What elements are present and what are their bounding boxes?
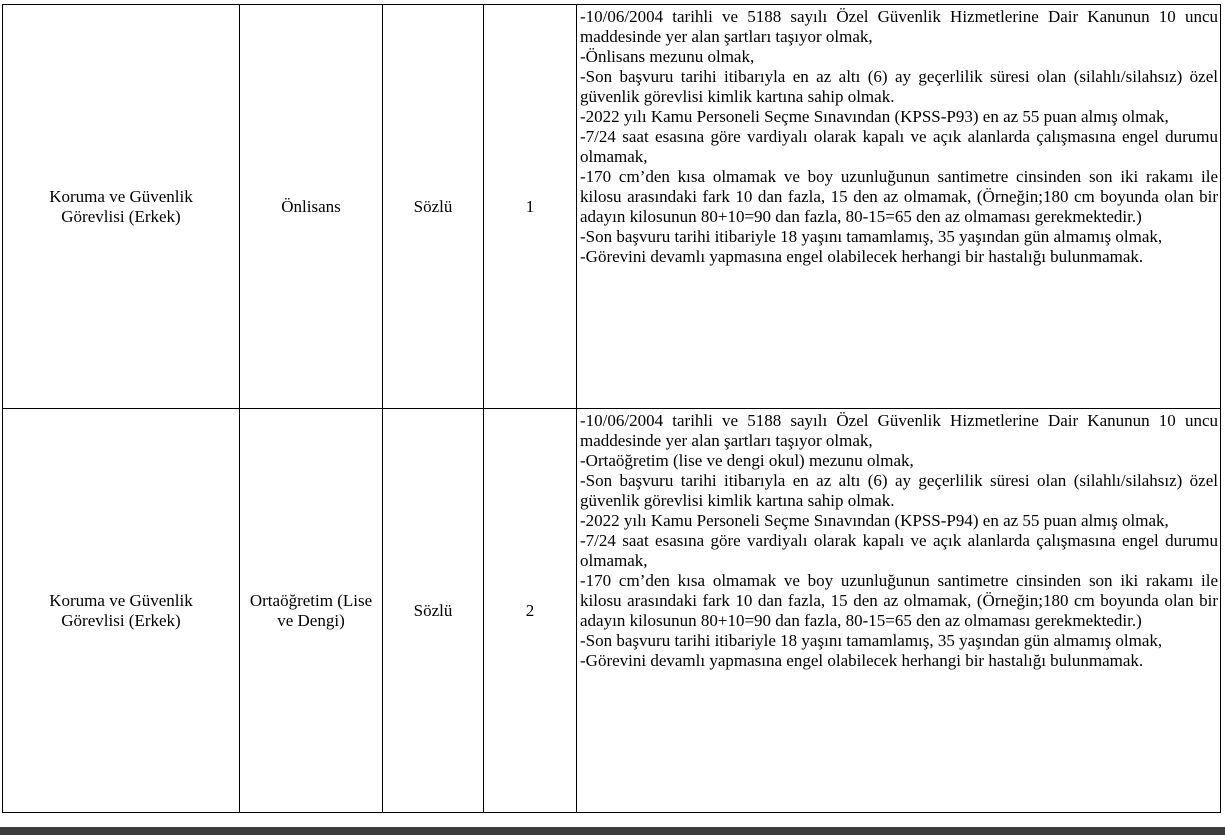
education-level: Ortaöğretim (Lise ve Dengi) <box>249 590 373 630</box>
bottom-bar <box>0 827 1225 835</box>
position-cell <box>3 409 240 813</box>
requirement-item: -Görevini devamlı yapmasına engel olabilecek herhangi bir hastalığı bulunmamak. <box>580 651 1144 670</box>
exam-type: Sözlü <box>413 196 453 216</box>
position-count-cell <box>484 5 577 409</box>
requirement-item: -7/24 saat esasına göre vardiyalı olarak kapalı ve açık alanlarda çalışmasına engel durumu olmamak, <box>580 127 1218 166</box>
requirements-cell <box>577 409 1221 813</box>
requirement-item: -Son başvuru tarihi itibarıyla en az altı (6) ay geçerlilik süresi olan (silahlı/silahsız) özel güvenlik görevlisi kimlik kartına sahip olmak. <box>580 471 1218 510</box>
table-row <box>3 409 1221 813</box>
exam-type-cell <box>383 409 484 813</box>
position-name: Koruma ve Güvenlik Görevlisi (Erkek) <box>49 590 193 630</box>
education-cell <box>240 409 383 813</box>
requirement-item: -Önlisans mezunu olmak, <box>580 47 755 66</box>
requirement-item: -2022 yılı Kamu Personeli Seçme Sınavından (KPSS-P94) en az 55 puan almış olmak, <box>580 511 1169 530</box>
position-count-cell <box>484 409 577 813</box>
position-name: Koruma ve Güvenlik Görevlisi (Erkek) <box>49 186 193 226</box>
education-cell <box>240 5 383 409</box>
position-count: 1 <box>525 196 535 216</box>
requirements-table <box>2 4 1221 813</box>
requirement-item: -Son başvuru tarihi itibariyle 18 yaşını tamamlamış, 35 yaşından gün almamış olmak, <box>580 227 1163 246</box>
position-cell <box>3 5 240 409</box>
requirements-cell <box>577 5 1221 409</box>
education-level: Önlisans <box>281 196 341 216</box>
requirement-item: -Görevini devamlı yapmasına engel olabilecek herhangi bir hastalığı bulunmamak. <box>580 247 1144 266</box>
exam-type-cell <box>383 5 484 409</box>
requirement-item: -Son başvuru tarihi itibarıyla en az altı (6) ay geçerlilik süresi olan (silahlı/silahsız) özel güvenlik görevlisi kimlik kartına sahip olmak. <box>580 67 1218 106</box>
requirement-item: -170 cm’den kısa olmamak ve boy uzunluğunun santimetre cinsinden son iki rakamı ile kilosu arasındaki fark 10 dan fazla, 15 den az olmamak, (Örneğin;180 cm boyunda olan bir adayın kilosunun 80+10=90 dan fazla, 80-15=65 den az olmaması gerekmektedir.) <box>580 571 1218 630</box>
exam-type: Sözlü <box>413 600 453 620</box>
requirement-item: -2022 yılı Kamu Personeli Seçme Sınavından (KPSS-P93) en az 55 puan almış olmak, <box>580 107 1169 126</box>
requirement-item: -Son başvuru tarihi itibariyle 18 yaşını tamamlamış, 35 yaşından gün almamış olmak, <box>580 631 1163 650</box>
requirement-item: -Ortaöğretim (lise ve dengi okul) mezunu olmak, <box>580 451 914 470</box>
table-row <box>3 5 1221 409</box>
requirement-item: -170 cm’den kısa olmamak ve boy uzunluğunun santimetre cinsinden son iki rakamı ile kilosu arasındaki fark 10 dan fazla, 15 den az olmamak, (Örneğin;180 cm boyunda olan bir adayın kilosunun 80+10=90 dan fazla, 80-15=65 den az olmaması gerekmektedir.) <box>580 167 1218 226</box>
requirement-item: -10/06/2004 tarihli ve 5188 sayılı Özel Güvenlik Hizmetlerine Dair Kanunun 10 uncu maddesinde yer alan şartları taşıyor olmak, <box>580 411 1218 450</box>
requirement-item: -10/06/2004 tarihli ve 5188 sayılı Özel Güvenlik Hizmetlerine Dair Kanunun 10 uncu maddesinde yer alan şartları taşıyor olmak, <box>580 7 1218 46</box>
position-count: 2 <box>525 600 535 620</box>
requirement-item: -7/24 saat esasına göre vardiyalı olarak kapalı ve açık alanlarda çalışmasına engel durumu olmamak, <box>580 531 1218 570</box>
